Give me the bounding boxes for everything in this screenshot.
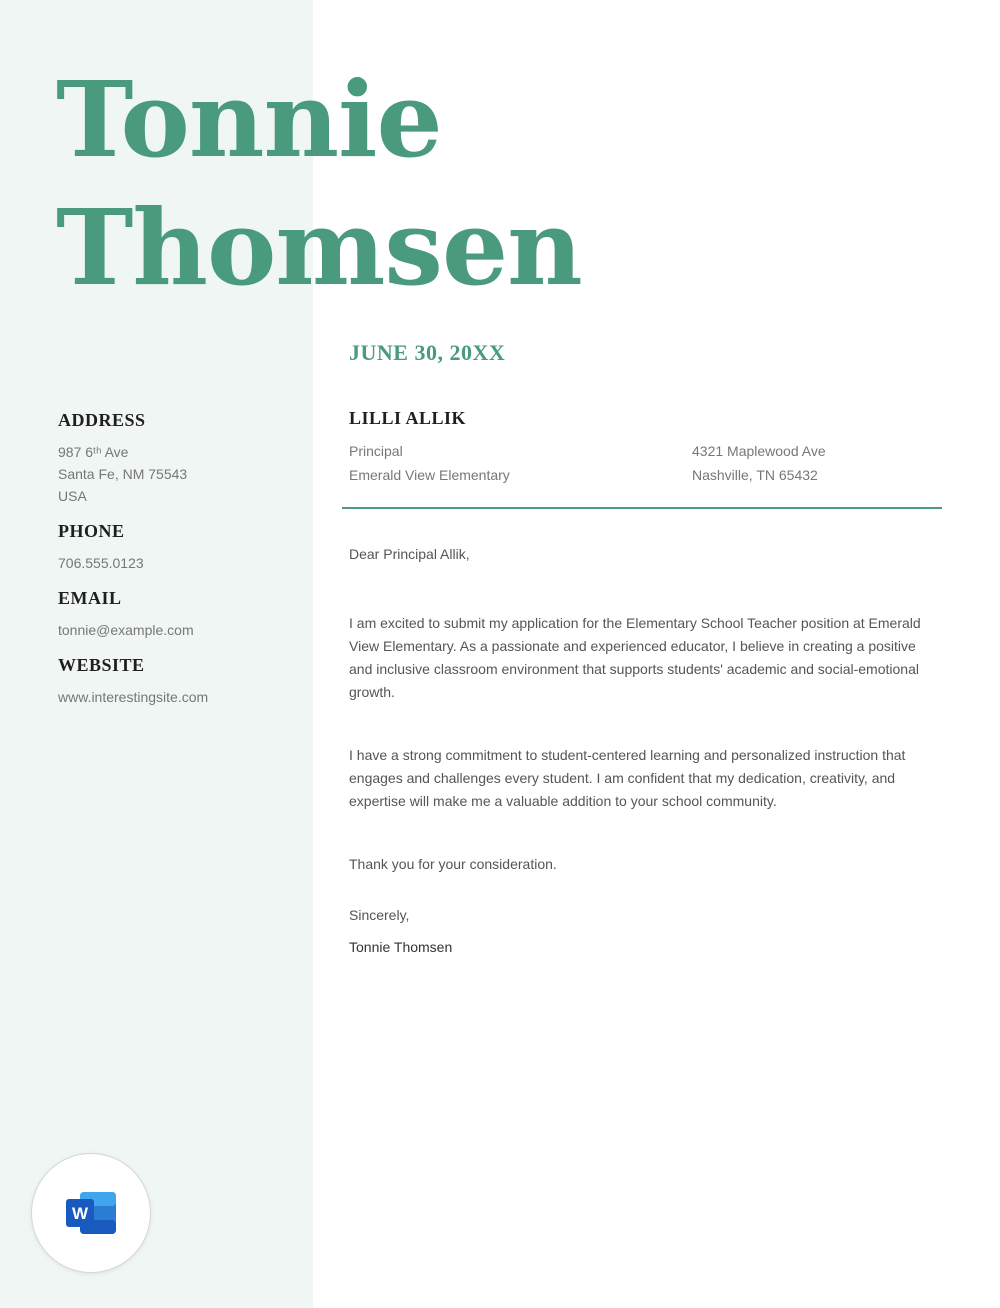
paragraph-1: I am excited to submit my application for the Elementary School Teacher position at Emerald View Elementary. As a passionate and experienced educator, I believe in creating a positive and inclusive classroom environment that supports students' academic and social-emotional growth. xyxy=(349,615,921,700)
recipient-details xyxy=(349,439,942,487)
recipient-street: 4321 Maplewood Ave xyxy=(692,443,826,459)
email-heading: EMAIL xyxy=(58,588,122,608)
signature: Tonnie Thomsen xyxy=(349,939,453,955)
address-line-3: USA xyxy=(58,488,87,504)
word-app-icon xyxy=(64,1190,118,1236)
salutation: Dear Principal Allik, xyxy=(349,546,470,562)
applicant-name xyxy=(56,56,582,312)
first-name: Tonnie xyxy=(56,58,442,181)
last-name: Thomsen xyxy=(56,186,582,309)
recipient-organization: Emerald View Elementary xyxy=(349,467,510,483)
letter-date: JUNE 30, 20XX xyxy=(349,340,506,365)
email-value: tonnie@example.com xyxy=(58,622,194,638)
phone-section xyxy=(58,521,298,574)
phone-value: 706.555.0123 xyxy=(58,555,144,571)
paragraph-3: Thank you for your consideration. xyxy=(349,856,557,872)
contact-info xyxy=(58,410,298,722)
address-heading: ADDRESS xyxy=(58,410,146,430)
letter-body xyxy=(342,340,942,958)
address-section xyxy=(58,410,298,507)
email-section xyxy=(58,588,298,641)
letter-text xyxy=(349,543,934,958)
closing: Sincerely, xyxy=(349,907,410,923)
website-heading: WEBSITE xyxy=(58,655,145,675)
recipient-city: Nashville, TN 65432 xyxy=(692,467,818,483)
section-divider xyxy=(342,507,942,509)
recipient-name: LILLI ALLIK xyxy=(349,408,467,428)
address-line-2: Santa Fe, NM 75543 xyxy=(58,466,188,482)
address-line-1: 987 6ᵗʰ Ave xyxy=(58,444,129,460)
phone-heading: PHONE xyxy=(58,521,125,541)
word-app-badge[interactable] xyxy=(31,1153,151,1273)
recipient-address xyxy=(692,439,826,487)
website-value: www.interestingsite.com xyxy=(58,689,209,705)
paragraph-2: I have a strong commitment to student-centered learning and personalized instruction that engages and challenges every student. I am confident that my dedication, creativity, and expertise will make me a valuable addition to your school community. xyxy=(349,747,906,809)
word-letter: W xyxy=(71,1204,89,1223)
recipient-title: Principal xyxy=(349,443,403,459)
recipient-position xyxy=(349,439,692,487)
website-section xyxy=(58,655,298,708)
